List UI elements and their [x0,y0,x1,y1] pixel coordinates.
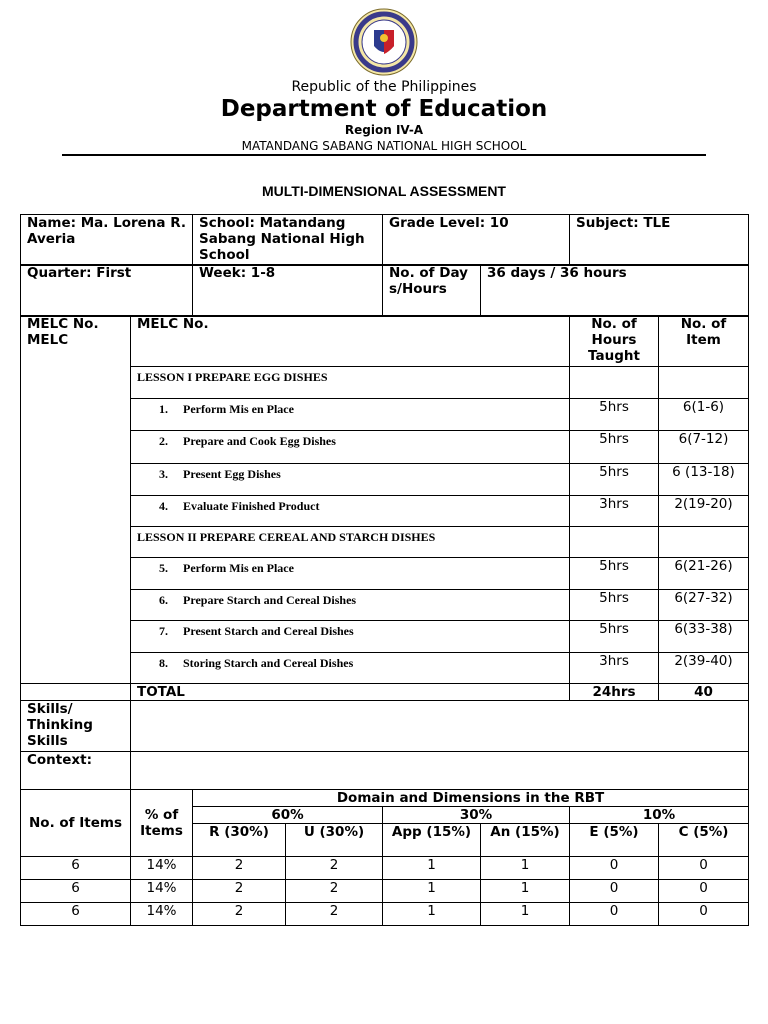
no-of-items-header: No. of Items [21,790,131,857]
melc-row-number: 7. [159,624,168,638]
melc-row-items: 6(7-12) [659,431,749,464]
table-row [21,857,749,880]
melc-row-number: 5. [159,561,168,575]
melc-row-text: Present Starch and Cereal Dishes [183,624,354,638]
melc-row-text: Perform Mis en Place [183,561,294,575]
melc-row-items: 6(27-32) [659,590,749,621]
rbt-cell: 0 [659,857,749,880]
melc-row-number: 3. [159,467,168,481]
melc-row-items: 6 (13-18) [659,464,749,496]
group-60-header: 60% [193,807,383,824]
melc-row [131,653,570,684]
rbt-cell: 1 [383,857,481,880]
col-evaluate: E (5%) [570,824,659,857]
total-items: 40 [659,684,749,701]
rbt-cell: 0 [659,903,749,926]
info-table-row2 [20,264,749,317]
total-hours: 24hrs [570,684,659,701]
subject-cell: Subject: TLE [570,215,749,266]
info-table [20,214,749,266]
melc-row-number: 2. [159,434,168,448]
melc-row-hours: 3hrs [570,496,659,527]
total-label: TOTAL [131,684,570,701]
empty-cell [659,527,749,558]
rbt-cell: 6 [21,880,131,903]
domain-header: Domain and Dimensions in the RBT [193,790,749,807]
skills-label: Skills/ Thinking Skills [21,701,131,752]
melc-row-hours: 3hrs [570,653,659,684]
deped-seal-logo [350,8,418,76]
melc-row-number: 1. [159,402,168,416]
melc-row [131,464,570,496]
school-name: MATANDANG SABANG NATIONAL HIGH SCHOOL [241,139,527,153]
rbt-cell: 1 [481,880,570,903]
rbt-cell: 2 [193,903,286,926]
empty-cell [659,367,749,399]
context-value [131,752,749,790]
rbt-cell: 2 [286,857,383,880]
hours-header: No. of Hours Taught [570,316,659,367]
items-header: No. of Item [659,316,749,367]
quarter-cell: Quarter: First [21,265,193,317]
melc-label-cell: MELC No. MELC [21,316,131,684]
empty-cell [570,527,659,558]
melc-row [131,496,570,527]
days-value-cell: 36 days / 36 hours [481,265,749,317]
col-create: C (5%) [659,824,749,857]
rbt-cell: 2 [286,903,383,926]
melc-row [131,590,570,621]
melc-row-number: 6. [159,593,168,607]
context-label: Context: [21,752,131,790]
melc-row-hours: 5hrs [570,590,659,621]
rbt-cell: 0 [570,880,659,903]
melc-row-text: Perform Mis en Place [183,402,294,416]
melc-row [131,621,570,653]
department-title: Department of Education [220,96,548,122]
empty-cell [21,684,131,701]
skills-value [131,701,749,752]
rbt-cell: 2 [193,857,286,880]
melc-row-number: 8. [159,656,168,670]
melc-header: MELC No. [131,316,570,367]
melc-row-text: Prepare and Cook Egg Dishes [183,434,336,448]
table-row [21,903,749,926]
melc-row-text: Evaluate Finished Product [183,499,320,513]
rbt-cell: 2 [193,880,286,903]
page-title: MULTI-DIMENSIONAL ASSESSMENT [262,183,506,199]
melc-row-number: 4. [159,499,168,513]
melc-row-items: 6(33-38) [659,621,749,653]
region-text: Region IV-A [344,123,424,137]
melc-row [131,431,570,464]
melc-row-hours: 5hrs [570,431,659,464]
group-30-header: 30% [383,807,570,824]
melc-table [20,315,749,790]
group-10-header: 10% [570,807,749,824]
republic-text: Republic of the Philippines [291,79,477,95]
melc-row-text: Storing Starch and Cereal Dishes [183,656,354,670]
col-analyze: An (15%) [481,824,570,857]
melc-row [131,399,570,431]
rbt-cell: 1 [481,903,570,926]
name-cell: Name: Ma. Lorena R. Averia [21,215,193,266]
grade-cell: Grade Level: 10 [383,215,570,266]
melc-row-hours: 5hrs [570,621,659,653]
col-understand: U (30%) [286,824,383,857]
rbt-cell: 6 [21,857,131,880]
rbt-cell: 1 [481,857,570,880]
melc-row-items: 6(1-6) [659,399,749,431]
melc-row-hours: 5hrs [570,464,659,496]
melc-row-items: 6(21-26) [659,558,749,590]
week-cell: Week: 1-8 [193,265,383,317]
rbt-cell: 2 [286,880,383,903]
col-apply: App (15%) [383,824,481,857]
header-divider [62,154,706,156]
rbt-cell: 0 [570,857,659,880]
melc-row-hours: 5hrs [570,558,659,590]
lesson-2-title: LESSON II PREPARE CEREAL AND STARCH DISHES [131,527,570,558]
lesson-1-title: LESSON I PREPARE EGG DISHES [131,367,570,399]
rbt-cell: 0 [659,880,749,903]
rbt-cell: 14% [131,903,193,926]
rbt-cell: 1 [383,880,481,903]
rbt-table [20,789,749,926]
col-remember: R (30%) [193,824,286,857]
melc-row-text: Present Egg Dishes [183,467,281,481]
days-label-cell: No. of Days/Hours [383,265,481,317]
melc-row-text: Prepare Starch and Cereal Dishes [183,593,357,607]
melc-row-hours: 5hrs [570,399,659,431]
melc-row [131,558,570,590]
rbt-cell: 14% [131,880,193,903]
rbt-cell: 1 [383,903,481,926]
empty-cell [570,367,659,399]
rbt-cell: 6 [21,903,131,926]
rbt-cell: 14% [131,857,193,880]
school-cell: School: Matandang Sabang National High School [193,215,383,266]
melc-row-items: 2(19-20) [659,496,749,527]
melc-row-items: 2(39-40) [659,653,749,684]
table-row [21,880,749,903]
rbt-cell: 0 [570,903,659,926]
pct-items-header: % of Items [131,790,193,857]
